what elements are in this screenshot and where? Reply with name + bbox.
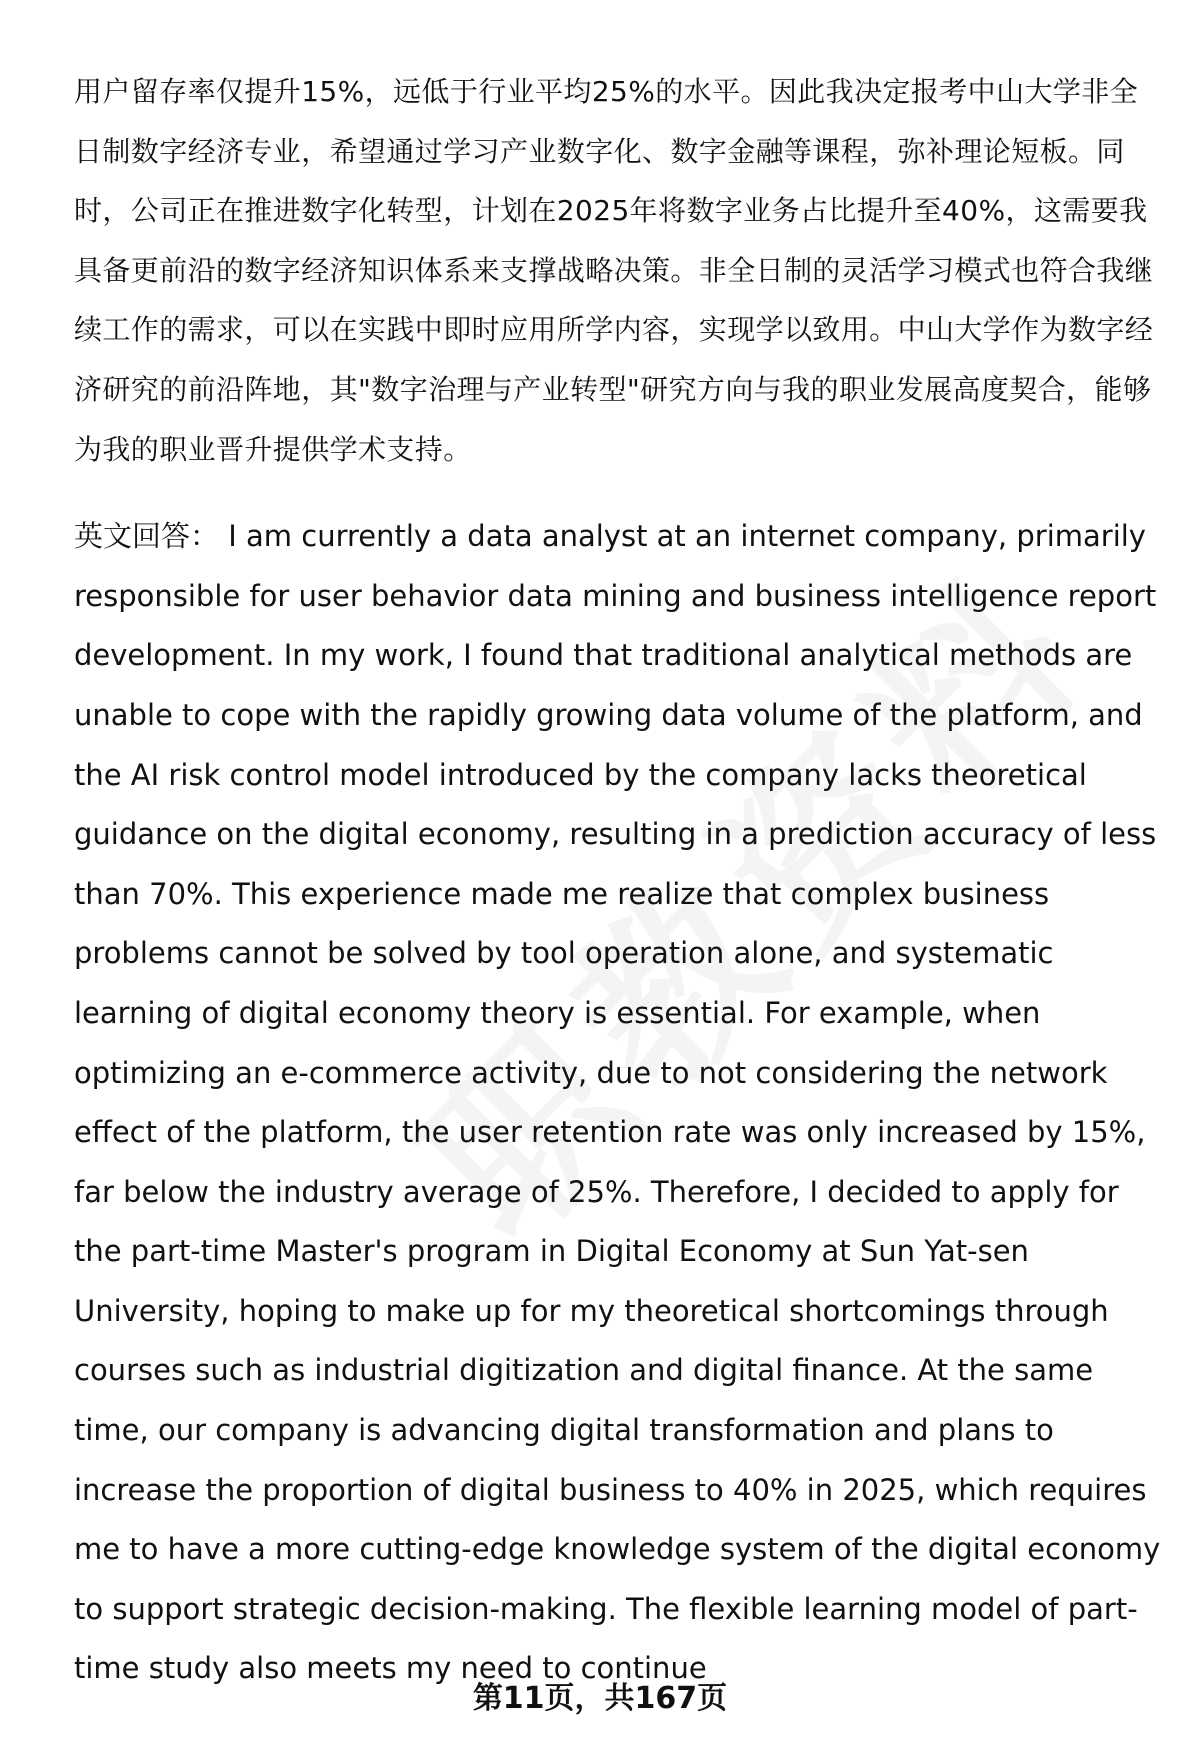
english-answer-label: 英文回答： — [74, 519, 220, 554]
english-answer-paragraph — [74, 507, 1164, 1699]
page-number-footer: 第11页，共167页 — [472, 1681, 728, 1716]
chinese-paragraph: 用户留存率仅提升15%，远低于行业平均25%的水平。因此我决定报考中山大学非全日制数字经济专业，希望通过学习产业数字化、数字金融等课程，弥补理论短板。同时，公司正在推进数字化转型，计划在2025年将数字业务占比提升至40%，这需要我具备更前沿的数字经济知识体系来支撑战略决策。非全日制的灵活学习模式也符合我继续工作的需求，可以在实践中即时应用所学内容，实现学以致用。中山大学作为数字经济研究的前沿阵地，其"数字治理与产业转型"研究方向与我的职业发展高度契合，能够为我的职业晋升提供学术支持。 — [74, 75, 1154, 466]
english-answer-text: I am currently a data analyst at an internet company, primarily responsible for user behavior data mining and business intelligence report development. In my work, I found that traditional analytical methods are unable to cope with the rapidly growing data volume of the platform, and the AI risk control model introduced by the company lacks theoretical guidance on the digital economy, resulting in a prediction accuracy of less than 70%. This experience made me realize that complex business problems cannot be solved by tool operation alone, and systematic learning of digital economy theory is essential. For example, when optimizing an e-commerce activity, due to not considering the network effect of the platform, the user retention rate was only increased by 15%, far below the industry average of 25%. Therefore, I decided to apply for the part-time Master's program in Digital Economy at Sun Yat-sen University, hoping to make up for my theoretical shortcomings through courses such as industrial digitization and digital finance. At the same time, our company is advancing digital transformation and plans to increase the proportion of digital business to 40% in 2025, which requires me to have a more cutting-edge knowledge system of the digital economy to support strategic decision-making. The flexible learning model of part-time study also meets my need to continue — [74, 519, 1161, 1686]
document-body — [74, 62, 1164, 1699]
